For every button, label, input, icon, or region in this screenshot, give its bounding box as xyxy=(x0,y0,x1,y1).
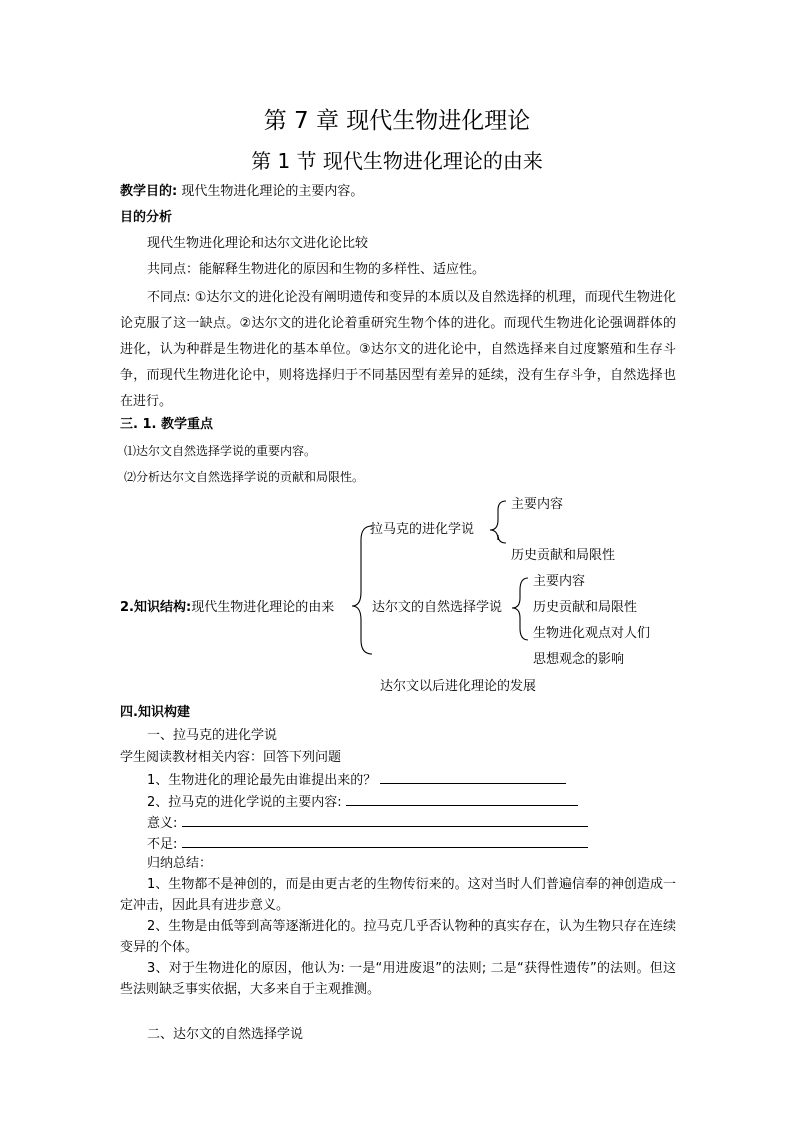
chapter-title: 第 7 章 现代生物进化理论 xyxy=(263,108,531,134)
part2-title: 二、达尔文的自然选择学说 xyxy=(147,1027,304,1042)
structure-root: 现代生物进化理论的由来 xyxy=(191,600,335,615)
question-2 xyxy=(147,792,578,812)
construction-heading: 四.知识构建 xyxy=(120,705,190,720)
answer-blank[interactable] xyxy=(182,813,588,827)
key-point-item: ⑵分析达尔文自然选择学说的贡献和局限性。 xyxy=(124,470,365,484)
darwin-child: 生物进化观点对人们 xyxy=(533,626,651,641)
after-darwin-node: 达尔文以后进化理论的发展 xyxy=(380,679,537,694)
objectives-text: 现代生物进化理论的主要内容。 xyxy=(181,184,364,199)
question-1 xyxy=(147,770,566,790)
darwin-child: 思想观念的影响 xyxy=(533,652,625,667)
structure-label: 2.知识结构: xyxy=(120,600,192,615)
meaning-line xyxy=(147,813,588,833)
darwin-brace xyxy=(512,578,528,640)
meaning-label: 意义: xyxy=(147,816,178,831)
key-points-heading: 三. 1. 教学重点 xyxy=(120,417,213,432)
darwin-child: 主要内容 xyxy=(533,574,586,589)
lamarck-node: 拉马克的进化学说 xyxy=(370,522,475,537)
summary-item: 1、生物都不是神创的，而是由更古老的生物传衍来的。这对当时人们普遍信奉的神创造成一定冲击，因此具有进步意义。 xyxy=(120,877,676,913)
lamarck-child: 历史贡献和局限性 xyxy=(511,548,616,563)
answer-blank[interactable] xyxy=(380,770,566,784)
lamarck-child: 主要内容 xyxy=(511,497,564,512)
lamarck-brace xyxy=(490,501,506,543)
section-title: 第 1 节 现代生物进化理论的由来 xyxy=(251,149,543,173)
key-point-item: ⑴达尔文自然选择学说的重要内容。 xyxy=(124,444,317,458)
darwin-node: 达尔文的自然选择学说 xyxy=(372,600,503,615)
summary-item: 2、生物是由低等到高等逐渐进化的。拉马克几乎否认物种的真实存在，认为生物只存在连续变异的个体。 xyxy=(120,919,676,955)
darwin-child: 历史贡献和局限性 xyxy=(533,600,638,615)
question-1-text: 1、生物进化的理论最先由谁提出来的？ xyxy=(147,773,377,788)
shortcoming-line xyxy=(147,834,588,854)
objectives-label: 教学目的: xyxy=(120,184,178,199)
compare-title: 现代生物进化理论和达尔文进化论比较 xyxy=(147,236,369,251)
common-points: 共同点：能解释生物进化的原因和生物的多样性、适应性。 xyxy=(147,262,486,277)
reading-instruction: 学生阅读教材相关内容：回答下列问题 xyxy=(120,750,342,765)
answer-blank[interactable] xyxy=(182,834,588,848)
summary-item: 3、对于生物进化的原因，他认为: 一是“用进废退”的法则; 二是“获得性遗传”的法则。但这些法则缺乏事实依据，大多来自于主观推测。 xyxy=(120,961,676,997)
shortcoming-label: 不足: xyxy=(147,837,178,852)
summary-label: 归纳总结： xyxy=(147,856,213,871)
difference-paragraph: 不同点: ①达尔文的进化论没有阐明遗传和变异的本质以及自然选择的机理，而现代生物进化论克服了这一缺点。②达尔文的进化论着重研究生物个体的进化。而现代生物进化论强调群体的进化，认为种群是生物进化的基本单位。③达尔文的进化论中，自然选择来自过度繁殖和生存斗争，而现代生物进化论中，则将选择归于不同基因型有差异的延续，没有生存斗争，自然选择也在进行。 xyxy=(120,290,676,409)
root-brace xyxy=(352,526,372,654)
part1-title: 一、拉马克的进化学说 xyxy=(147,728,278,743)
question-2-text: 2、拉马克的进化学说的主要内容: xyxy=(147,795,342,810)
answer-blank[interactable] xyxy=(346,792,578,806)
analysis-heading: 目的分析 xyxy=(120,210,173,225)
